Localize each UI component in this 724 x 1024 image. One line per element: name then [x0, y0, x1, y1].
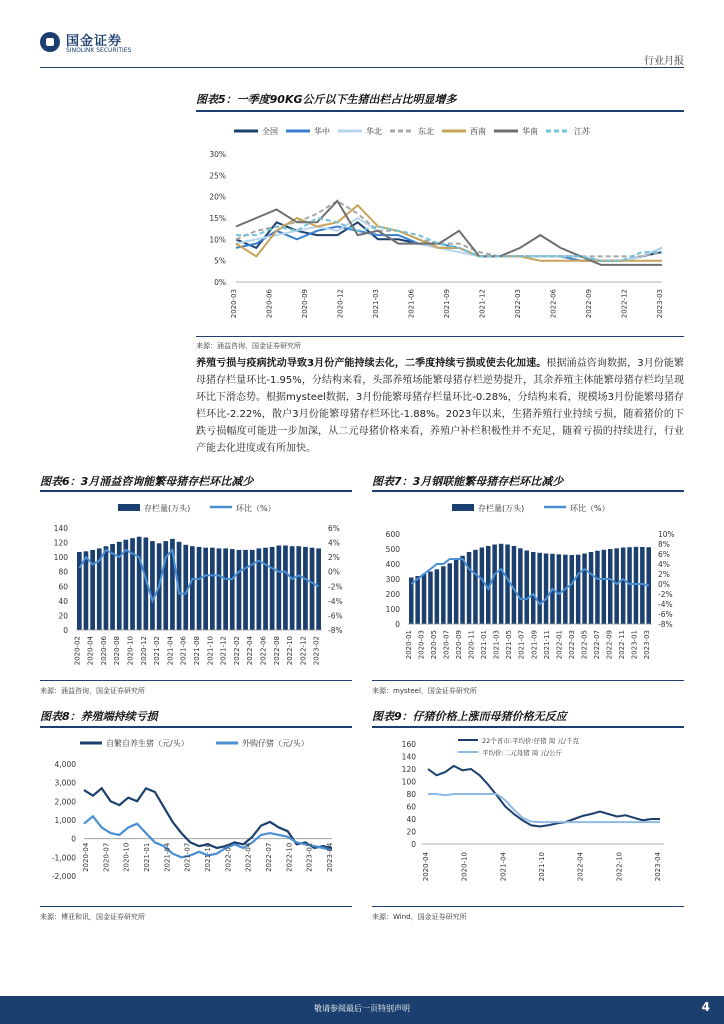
f7-x-tick: 2022-03 — [567, 630, 576, 660]
f8-x-tick: 2023-01 — [305, 842, 314, 872]
left-y-tick: 100 — [385, 605, 400, 614]
bar — [589, 552, 594, 624]
bar — [150, 541, 155, 630]
f8-y-tick: 0 — [71, 834, 76, 844]
page-number: 4 — [701, 1000, 710, 1014]
f8-x-tick: 2020-04 — [82, 842, 90, 872]
bar — [422, 574, 427, 624]
left-y-tick: 0 — [63, 626, 68, 635]
legend-line-label: 环比（%） — [236, 504, 276, 513]
paragraph-lead: 养殖亏损与疫病扰动导致3月份产能持续去化，二季度持续亏损或使去化加速。 — [196, 358, 547, 369]
bar — [621, 548, 626, 625]
right-y-tick: -2% — [328, 582, 343, 592]
bar — [454, 560, 459, 625]
f8-x-tick: 2023-04 — [326, 842, 334, 872]
f8-x-tick: 2021-01 — [143, 842, 151, 872]
f9-x-tick: 2020-04 — [422, 852, 430, 882]
f7-x-tick: 2020-09 — [455, 630, 464, 660]
f8-y-tick: 4,000 — [54, 760, 76, 769]
bar — [492, 545, 497, 625]
f7-x-tick: 2021-01 — [480, 630, 489, 660]
f5-y-tick: 0% — [214, 278, 226, 287]
f5-x-tick: 2022-09 — [585, 289, 593, 319]
f5-y-tick: 15% — [209, 214, 226, 223]
series-line-5 — [236, 201, 662, 265]
right-y-tick: 0% — [328, 567, 340, 577]
f7-x-tick: 2021-07 — [517, 630, 526, 660]
bar — [409, 578, 414, 625]
f5-x-tick: 2023-03 — [656, 289, 664, 319]
f5-y-tick: 20% — [209, 192, 226, 202]
bar — [557, 554, 562, 624]
report-type: 行业月报 — [644, 56, 684, 67]
f9-y-tick: 20 — [406, 827, 416, 837]
bar — [283, 546, 288, 631]
bar — [223, 548, 228, 630]
bar — [608, 549, 613, 624]
right-y-tick: -8% — [328, 626, 343, 635]
legend-label: 自繁自养生猪（元/头） — [106, 739, 189, 748]
legend-label: 华中 — [314, 127, 330, 136]
legend-label: 江苏 — [574, 127, 590, 136]
f6-x-tick: 2022-12 — [299, 636, 308, 666]
legend-label: 华北 — [366, 127, 382, 136]
bar — [467, 552, 472, 624]
bar — [570, 555, 575, 624]
f7-x-tick: 2021-11 — [542, 630, 551, 660]
f6-x-tick: 2021-04 — [166, 636, 175, 666]
right-y-tick: 4% — [328, 538, 340, 548]
left-y-tick: 400 — [385, 560, 400, 569]
f8-x-tick: 2022-10 — [285, 842, 294, 872]
f8-y-tick: -2,000 — [51, 872, 76, 881]
bar — [640, 547, 645, 624]
f9-y-tick: 0 — [411, 840, 416, 849]
f8-x-tick: 2022-01 — [224, 842, 233, 872]
right-y-tick: -6% — [328, 611, 343, 621]
bar — [124, 540, 129, 630]
f6-x-tick: 2022-04 — [246, 636, 255, 666]
legend-label: 东北 — [418, 127, 434, 136]
legend-label: 外购仔猪（元/头） — [242, 739, 309, 748]
right-y-tick: 6% — [658, 550, 670, 559]
f6-x-tick: 2022-08 — [272, 636, 281, 666]
f6-x-tick: 2020-12 — [139, 636, 148, 666]
figure-5-chart — [196, 114, 684, 336]
legend-line-label: 环比（%） — [570, 504, 610, 513]
bar — [230, 549, 235, 630]
figure-7-bottom-rule — [372, 680, 684, 681]
left-y-tick: 300 — [385, 575, 400, 584]
f9-x-tick: 2021-10 — [538, 852, 546, 882]
legend-label: 全国 — [262, 127, 278, 136]
bar — [84, 551, 89, 630]
right-y-tick: 6% — [328, 524, 340, 533]
f8-y-tick: -1,000 — [51, 853, 76, 863]
f6-x-tick: 2020-04 — [86, 636, 95, 666]
figure-5-bottom-rule — [196, 336, 684, 337]
bar — [277, 546, 282, 631]
figure-9-chart — [372, 730, 684, 906]
f8-y-tick: 1,000 — [54, 816, 76, 825]
f5-x-tick: 2020-12 — [336, 289, 345, 319]
f7-x-tick: 2021-03 — [492, 630, 501, 660]
f7-x-tick: 2022-11 — [617, 630, 626, 660]
bar — [448, 563, 453, 624]
f9-y-tick: 120 — [401, 765, 416, 774]
right-y-tick: 10% — [658, 530, 675, 539]
legend-label: 华南 — [522, 127, 538, 136]
figure-5-source: 来源：涌益咨询，国金证券研究所 — [196, 342, 301, 350]
left-y-tick: 600 — [385, 530, 400, 539]
bar — [576, 555, 581, 624]
right-y-tick: -4% — [658, 600, 673, 609]
right-y-tick: 8% — [658, 540, 670, 549]
f6-x-tick: 2020-08 — [113, 636, 122, 666]
bar — [217, 548, 222, 630]
left-y-tick: 80 — [58, 567, 68, 577]
bar — [531, 552, 536, 624]
bar — [505, 545, 510, 625]
bar — [250, 550, 255, 630]
figure-9-bottom-rule — [372, 906, 684, 907]
f7-x-tick: 2022-07 — [592, 630, 601, 660]
legend-bar-swatch — [118, 504, 140, 511]
series-line-1 — [428, 794, 660, 822]
right-y-tick: 2% — [658, 570, 670, 579]
f9-x-tick: 2021-04 — [499, 852, 508, 882]
legend-bar-label: 存栏量(万头) — [144, 504, 191, 513]
left-y-tick: 100 — [53, 553, 68, 563]
bar — [518, 548, 523, 624]
f8-y-tick: 2,000 — [54, 797, 76, 807]
f7-x-tick: 2023-03 — [642, 630, 651, 660]
brand-logo — [40, 30, 180, 60]
f5-x-tick: 2021-09 — [443, 289, 451, 319]
f6-x-tick: 2021-12 — [219, 636, 228, 666]
left-y-tick: 40 — [58, 596, 68, 606]
figure-8-source: 来源：博亚和讯，国金证券研究所 — [40, 913, 145, 921]
f8-y-tick: 3,000 — [54, 778, 76, 788]
f7-x-tick: 2020-01 — [405, 630, 414, 660]
f6-x-tick: 2020-10 — [126, 636, 135, 666]
bar — [104, 546, 109, 630]
f9-x-tick: 2022-10 — [615, 852, 624, 882]
bar — [627, 547, 632, 624]
f7-x-tick: 2022-05 — [580, 630, 589, 660]
f7-x-tick: 2020-11 — [467, 630, 476, 660]
figure-8-bottom-rule — [40, 906, 352, 907]
right-y-tick: -4% — [328, 596, 343, 606]
f9-y-tick: 60 — [406, 802, 416, 812]
mom-line — [411, 559, 649, 604]
bar — [110, 544, 115, 630]
bar — [270, 547, 275, 630]
f9-y-tick: 140 — [401, 752, 416, 762]
analysis-paragraph — [196, 355, 684, 457]
bar — [237, 550, 242, 630]
bar — [480, 548, 485, 625]
bar — [634, 547, 639, 624]
f7-x-tick: 2021-05 — [505, 630, 514, 660]
f5-y-tick: 10% — [209, 235, 226, 245]
series-line-6 — [236, 218, 662, 261]
f8-x-tick: 2021-10 — [204, 842, 212, 872]
brand-name-cn: 国金证券 — [66, 34, 123, 49]
left-y-tick: 20 — [58, 611, 68, 621]
figure-8-title: 图表8：养殖端持续亏损 — [40, 710, 158, 723]
f5-y-tick: 25% — [209, 171, 226, 181]
figure-5-rule — [196, 110, 684, 112]
right-y-tick: -8% — [658, 620, 673, 629]
series-line-2 — [236, 218, 662, 261]
left-y-tick: 140 — [53, 524, 68, 533]
legend-label: 平均价:二元母猪 周 元/公斤 — [482, 749, 563, 757]
bar — [197, 547, 202, 630]
f6-x-tick: 2020-06 — [99, 636, 108, 666]
legend-label: 西南 — [470, 127, 486, 136]
bar — [137, 537, 142, 630]
f9-x-tick: 2022-04 — [576, 852, 585, 882]
bar — [614, 548, 619, 624]
f7-x-tick: 2022-09 — [605, 630, 614, 660]
right-y-tick: -6% — [658, 610, 673, 619]
f5-y-tick: 30% — [209, 150, 226, 159]
bar — [602, 550, 607, 624]
series-line-0 — [428, 766, 660, 827]
bar — [544, 554, 549, 625]
footer-disclaimer: 敬请参阅最后一页特别声明 — [314, 1004, 410, 1013]
bar — [290, 546, 295, 630]
f9-x-tick: 2020-10 — [460, 852, 469, 882]
bar — [537, 553, 542, 624]
f7-x-tick: 2020-05 — [430, 630, 439, 660]
f6-x-tick: 2022-10 — [286, 636, 295, 666]
f5-x-tick: 2022-03 — [514, 289, 522, 319]
brand-name-en: SINOLINK SECURITIES — [66, 47, 132, 54]
f7-x-tick: 2020-03 — [417, 630, 426, 660]
f5-x-tick: 2021-03 — [372, 289, 380, 319]
bar — [303, 547, 308, 630]
f8-x-tick: 2020-07 — [102, 842, 111, 872]
right-y-tick: -2% — [658, 590, 673, 599]
f9-y-tick: 100 — [401, 777, 416, 787]
sinolink-logo-icon — [40, 32, 60, 52]
paragraph-body: 根据涌益咨询数据，3月份能繁母猪存栏量环比-1.95%，分结构来看，头部养殖场能繁母猪存栏逆势提升，其余养殖主体能繁母猪存栏均呈现环比下滑态势。根据mysteel数据，3月份能繁母猪存栏量环比-0.28%，分结构来看，规模场3月份能繁母猪存栏环比-2.22%，散户3月份能繁母猪存栏环比-1.88%。2023年以来，生猪养殖行业持续亏损，随着猪价的下跌亏损幅度可能进一步加深，从二元母猪价格来看，养殖户补栏积极性并不充足，随着亏损的持续进行，行业产能去化进度或有所加快。 — [196, 358, 684, 454]
f5-x-tick: 2021-06 — [407, 289, 416, 319]
figure-9-rule — [372, 726, 684, 728]
bar — [203, 548, 208, 630]
figure-6-bottom-rule — [40, 680, 352, 681]
figure-6-rule — [40, 490, 352, 492]
figure-8-chart — [40, 730, 352, 906]
f5-x-tick: 2020-06 — [265, 289, 274, 319]
f5-x-tick: 2022-12 — [620, 289, 629, 319]
f6-x-tick: 2021-02 — [153, 636, 162, 666]
legend-bar-label: 存栏量(万头) — [478, 504, 525, 513]
f5-x-tick: 2020-09 — [301, 289, 309, 319]
f6-x-tick: 2020-02 — [73, 636, 82, 666]
bar — [243, 550, 248, 630]
bar — [595, 551, 600, 624]
f6-x-tick: 2021-06 — [179, 636, 188, 666]
legend-label: 22个省市:平均价:仔猪 周 元/千克 — [482, 737, 579, 745]
f8-x-tick: 2022-07 — [265, 842, 273, 872]
f5-y-tick: 5% — [214, 256, 226, 266]
figure-8-rule — [40, 726, 352, 728]
f7-x-tick: 2022-01 — [555, 630, 564, 660]
bar — [310, 548, 315, 630]
f9-y-tick: 40 — [406, 815, 416, 824]
legend-bar-swatch — [452, 504, 474, 511]
series-line-4 — [236, 205, 662, 261]
bar — [415, 576, 420, 624]
f6-x-tick: 2022-06 — [259, 636, 268, 666]
f9-y-tick: 160 — [401, 740, 416, 749]
f7-x-tick: 2021-09 — [530, 630, 539, 660]
left-y-tick: 200 — [385, 590, 400, 599]
bar — [296, 546, 301, 630]
f7-x-tick: 2020-07 — [442, 630, 451, 660]
f8-x-tick: 2022-04 — [244, 842, 253, 872]
bar — [190, 546, 195, 630]
figure-7-rule — [372, 490, 684, 492]
f6-x-tick: 2023-02 — [312, 636, 321, 666]
bar — [316, 548, 321, 630]
f8-x-tick: 2021-04 — [163, 842, 172, 872]
left-y-tick: 60 — [58, 582, 68, 592]
figure-7-source: 来源：mysteel，国金证券研究所 — [372, 687, 477, 695]
f6-x-tick: 2021-08 — [193, 636, 201, 666]
bar — [183, 545, 188, 630]
bar — [473, 550, 478, 624]
f8-x-tick: 2021-07 — [183, 842, 192, 872]
f9-x-tick: 2023-04 — [654, 852, 662, 882]
figure-7-title: 图表7：3月钢联能繁母猪存栏环比减少 — [372, 475, 564, 488]
left-y-tick: 500 — [385, 545, 400, 554]
f8-x-tick: 2020-10 — [122, 842, 131, 872]
figure-6-chart — [40, 494, 352, 680]
f5-x-tick: 2021-12 — [478, 289, 487, 319]
left-y-tick: 0 — [395, 620, 400, 629]
bar — [525, 551, 530, 625]
figure-6-title: 图表6：3月涌益咨询能繁母猪存栏环比减少 — [40, 475, 254, 488]
f7-x-tick: 2023-01 — [630, 630, 639, 660]
right-y-tick: 0% — [658, 580, 670, 589]
bar — [499, 544, 504, 624]
figure-6-source: 来源：涌益咨询，国金证券研究所 — [40, 687, 145, 695]
right-y-tick: 2% — [328, 553, 340, 563]
f9-y-tick: 80 — [406, 790, 416, 799]
f6-x-tick: 2022-02 — [232, 636, 241, 666]
f5-x-tick: 2022-06 — [549, 289, 558, 319]
bar — [460, 556, 465, 624]
bar — [435, 569, 440, 624]
figure-5-title: 图表5：一季度90KG公斤以下生猪出栏占比明显增多 — [196, 93, 457, 106]
f6-x-tick: 2021-10 — [206, 636, 215, 666]
figure-9-title: 图表9：仔猪价格上涨而母猪价格无反应 — [372, 710, 567, 723]
bar — [582, 554, 587, 625]
header-divider — [40, 67, 684, 68]
bar — [210, 548, 215, 630]
right-y-tick: 4% — [658, 560, 670, 569]
bar — [441, 566, 446, 624]
figure-9-source: 来源：Wind，国金证券研究所 — [372, 913, 467, 921]
left-y-tick: 120 — [53, 538, 68, 548]
f5-x-tick: 2020-03 — [230, 289, 238, 319]
bar — [263, 548, 268, 630]
bar — [428, 572, 433, 625]
figure-7-chart — [372, 494, 684, 680]
